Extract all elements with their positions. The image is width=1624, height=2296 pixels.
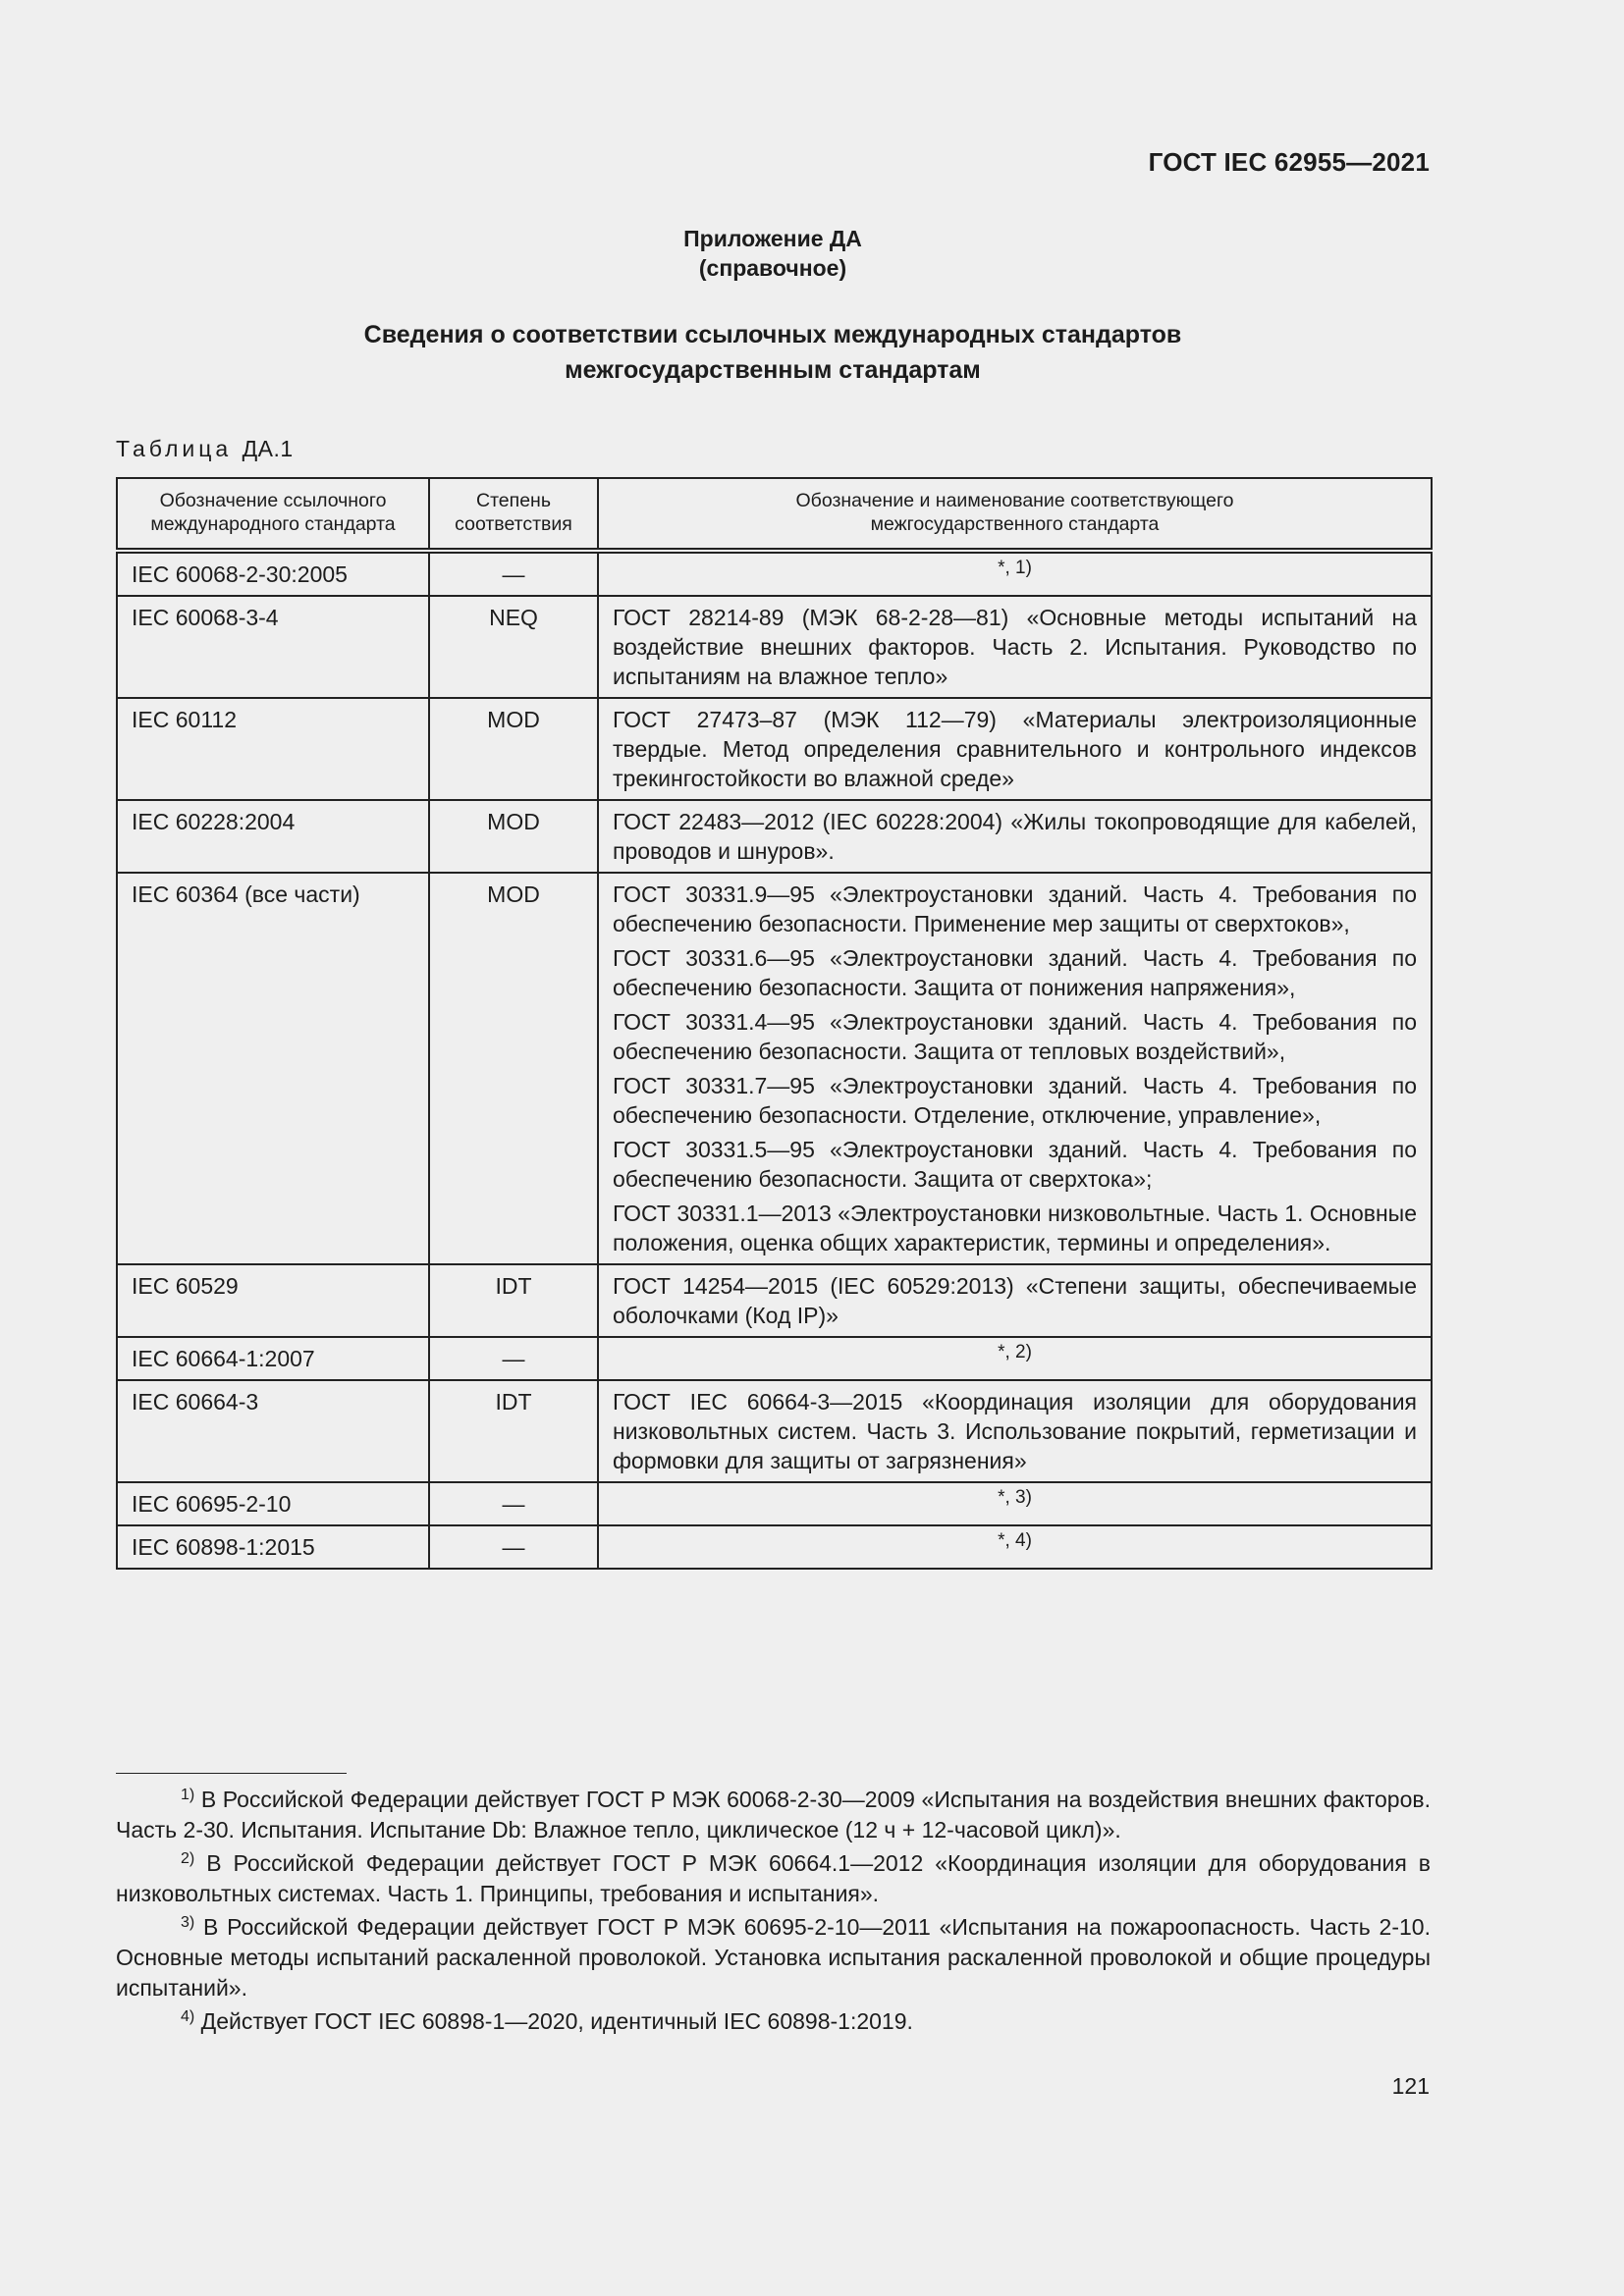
degree-cell: MOD bbox=[429, 800, 598, 873]
header-degree-line-1: Степень bbox=[476, 490, 551, 511]
header-degree-line-2: соответствия bbox=[455, 513, 572, 535]
header-degree bbox=[429, 478, 598, 551]
document-title-line-1: Сведения о соответствии ссылочных международных стандартов bbox=[363, 321, 1182, 348]
degree-cell: MOD bbox=[429, 873, 598, 1264]
interstate-standard-cell bbox=[598, 596, 1432, 698]
table-body bbox=[117, 551, 1432, 1569]
header-interstate-standard-line-1: Обозначение и наименование соответствующего bbox=[795, 490, 1234, 511]
degree-cell: — bbox=[429, 551, 598, 596]
standard-description: ГОСТ 30331.4—95 «Электроустановки зданий. Часть 4. Требования по обеспечению безопасности. Защита от тепловых воздействий», bbox=[613, 1009, 1417, 1064]
asterisk-mark: * bbox=[998, 1530, 1005, 1551]
asterisk-mark: * bbox=[998, 1487, 1005, 1508]
no-equivalent-cell bbox=[598, 1337, 1432, 1380]
degree-cell: — bbox=[429, 1525, 598, 1569]
asterisk-mark: * bbox=[998, 558, 1005, 578]
reference-standard-cell: IEC 60228:2004 bbox=[117, 800, 429, 873]
header-reference-standard-line-1: Обозначение ссылочного bbox=[159, 490, 387, 511]
footnote-mark: 2) bbox=[181, 1850, 195, 1867]
footnotes bbox=[116, 1785, 1431, 2040]
footnote-text: В Российской Федерации действует ГОСТ Р МЭК 60068-2-30—2009 «Испытания на воздействия внешних факторов. Часть 2-30. Испытания. Испытание Db: Влажное тепло, циклическое (12 ч + 12-часовой цикл)». bbox=[116, 1787, 1431, 1842]
footnote-text: В Российской Федерации действует ГОСТ Р МЭК 60664.1—2012 «Координация изоляции для оборудования в низковольтных системах. Часть 1. Принципы, требования и испытания». bbox=[116, 1850, 1431, 1906]
footnote bbox=[116, 2006, 1431, 2037]
document-title-line-2: межгосударственным стандартам bbox=[565, 356, 981, 384]
footnote-mark: 1) bbox=[181, 1787, 195, 1803]
degree-cell: IDT bbox=[429, 1264, 598, 1337]
header-reference-standard-line-2: международного стандарта bbox=[150, 513, 396, 535]
degree-cell: — bbox=[429, 1482, 598, 1525]
degree-cell: MOD bbox=[429, 698, 598, 800]
footnote-text: Действует ГОСТ IEC 60898-1—2020, идентичный IEC 60898-1:2019. bbox=[194, 2008, 913, 2034]
reference-standard-cell: IEC 60112 bbox=[117, 698, 429, 800]
document-title bbox=[0, 317, 1545, 388]
appendix-heading bbox=[0, 224, 1545, 283]
footnote-mark: 4) bbox=[181, 2008, 195, 2025]
table-row bbox=[117, 1380, 1432, 1482]
reference-standard-cell: IEC 60898-1:2015 bbox=[117, 1525, 429, 1569]
reference-standard-cell: IEC 60695-2-10 bbox=[117, 1482, 429, 1525]
footnote-mark: 3) bbox=[181, 1914, 195, 1931]
interstate-standard-cell bbox=[598, 1264, 1432, 1337]
header-reference-standard bbox=[117, 478, 429, 551]
appendix-subtitle: (справочное) bbox=[698, 255, 847, 281]
footnote-separator bbox=[116, 1773, 347, 1774]
reference-standard-cell: IEC 60364 (все части) bbox=[117, 873, 429, 1264]
document-code-header: ГОСТ IEC 62955—2021 bbox=[1148, 147, 1430, 177]
reference-standard-cell: IEC 60664-3 bbox=[117, 1380, 429, 1482]
footnote bbox=[116, 1912, 1431, 2003]
standards-correspondence-table bbox=[116, 477, 1433, 1570]
appendix-title: Приложение ДА bbox=[683, 226, 862, 251]
header-interstate-standard-line-2: межгосударственного стандарта bbox=[870, 513, 1160, 535]
standard-description: ГОСТ IEC 60664-3—2015 «Координация изоляции для оборудования низковольтных систем. Часть 3. Использование покрытий, герметизации и формовки для защиты от загрязнения» bbox=[613, 1389, 1417, 1473]
footnote bbox=[116, 1848, 1431, 1909]
table-caption-word: Таблица bbox=[116, 436, 233, 461]
standard-description: ГОСТ 22483—2012 (IEC 60228:2004) «Жилы токопроводящие для кабелей, проводов и шнуров». bbox=[613, 809, 1417, 864]
footnote bbox=[116, 1785, 1431, 1845]
table-row bbox=[117, 800, 1432, 873]
reference-standard-cell: IEC 60068-3-4 bbox=[117, 596, 429, 698]
reference-standard-cell: IEC 60068-2-30:2005 bbox=[117, 551, 429, 596]
degree-cell: IDT bbox=[429, 1380, 598, 1482]
table-caption bbox=[116, 436, 294, 462]
degree-cell: — bbox=[429, 1337, 598, 1380]
footnote-reference: , 1) bbox=[1004, 558, 1032, 578]
table-header-row bbox=[117, 478, 1432, 551]
standard-description: ГОСТ 30331.6—95 «Электроустановки зданий. Часть 4. Требования по обеспечению безопасности. Защита от понижения напряжения», bbox=[613, 945, 1417, 1000]
no-equivalent-cell bbox=[598, 1482, 1432, 1525]
interstate-standard-cell bbox=[598, 1380, 1432, 1482]
table-caption-number: ДА.1 bbox=[242, 436, 294, 461]
no-equivalent-cell bbox=[598, 551, 1432, 596]
table-row bbox=[117, 1525, 1432, 1569]
standard-description: ГОСТ 30331.1—2013 «Электроустановки низковольтные. Часть 1. Основные положения, оценка общих характеристик, термины и определения». bbox=[613, 1201, 1417, 1255]
standard-description: ГОСТ 30331.7—95 «Электроустановки зданий. Часть 4. Требования по обеспечению безопасности. Отделение, отключение, управление», bbox=[613, 1073, 1417, 1128]
table-row bbox=[117, 698, 1432, 800]
footnote-reference: , 3) bbox=[1004, 1487, 1032, 1508]
table-row bbox=[117, 873, 1432, 1264]
reference-standard-cell: IEC 60529 bbox=[117, 1264, 429, 1337]
degree-cell: NEQ bbox=[429, 596, 598, 698]
footnote-reference: , 2) bbox=[1004, 1342, 1032, 1362]
interstate-standard-cell bbox=[598, 800, 1432, 873]
asterisk-mark: * bbox=[998, 1342, 1005, 1362]
standard-description: ГОСТ 30331.9—95 «Электроустановки зданий. Часть 4. Требования по обеспечению безопасности. Применение мер защиты от сверхтоков», bbox=[613, 881, 1417, 936]
standard-description: ГОСТ 28214-89 (МЭК 68-2-28—81) «Основные методы испытаний на воздействие внешних факторов. Часть 2. Испытания. Руководство по испытаниям на влажное тепло» bbox=[613, 605, 1417, 689]
interstate-standard-cell bbox=[598, 698, 1432, 800]
footnote-text: В Российской Федерации действует ГОСТ Р МЭК 60695-2-10—2011 «Испытания на пожароопасность. Часть 2-10. Основные методы испытаний раскаленной проволокой. Установка испытания раскаленной проволокой и общие процедуры испытаний». bbox=[116, 1914, 1431, 2001]
header-interstate-standard bbox=[598, 478, 1432, 551]
standard-description: ГОСТ 30331.5—95 «Электроустановки зданий. Часть 4. Требования по обеспечению безопасности. Защита от сверхтока»; bbox=[613, 1137, 1417, 1192]
table-row bbox=[117, 596, 1432, 698]
table-row bbox=[117, 551, 1432, 596]
no-equivalent-cell bbox=[598, 1525, 1432, 1569]
reference-standard-cell: IEC 60664-1:2007 bbox=[117, 1337, 429, 1380]
standard-description: ГОСТ 14254—2015 (IEC 60529:2013) «Степени защиты, обеспечиваемые оболочками (Код IP)» bbox=[613, 1273, 1417, 1328]
table-row bbox=[117, 1482, 1432, 1525]
table-row bbox=[117, 1337, 1432, 1380]
footnote-reference: , 4) bbox=[1004, 1530, 1032, 1551]
standard-description: ГОСТ 27473–87 (МЭК 112—79) «Материалы электроизоляционные твердые. Метод определения сравнительного и контрольного индексов трекингостойкости во влажной среде» bbox=[613, 707, 1417, 791]
interstate-standard-cell bbox=[598, 873, 1432, 1264]
page-number: 121 bbox=[1391, 2073, 1430, 2099]
table-row bbox=[117, 1264, 1432, 1337]
